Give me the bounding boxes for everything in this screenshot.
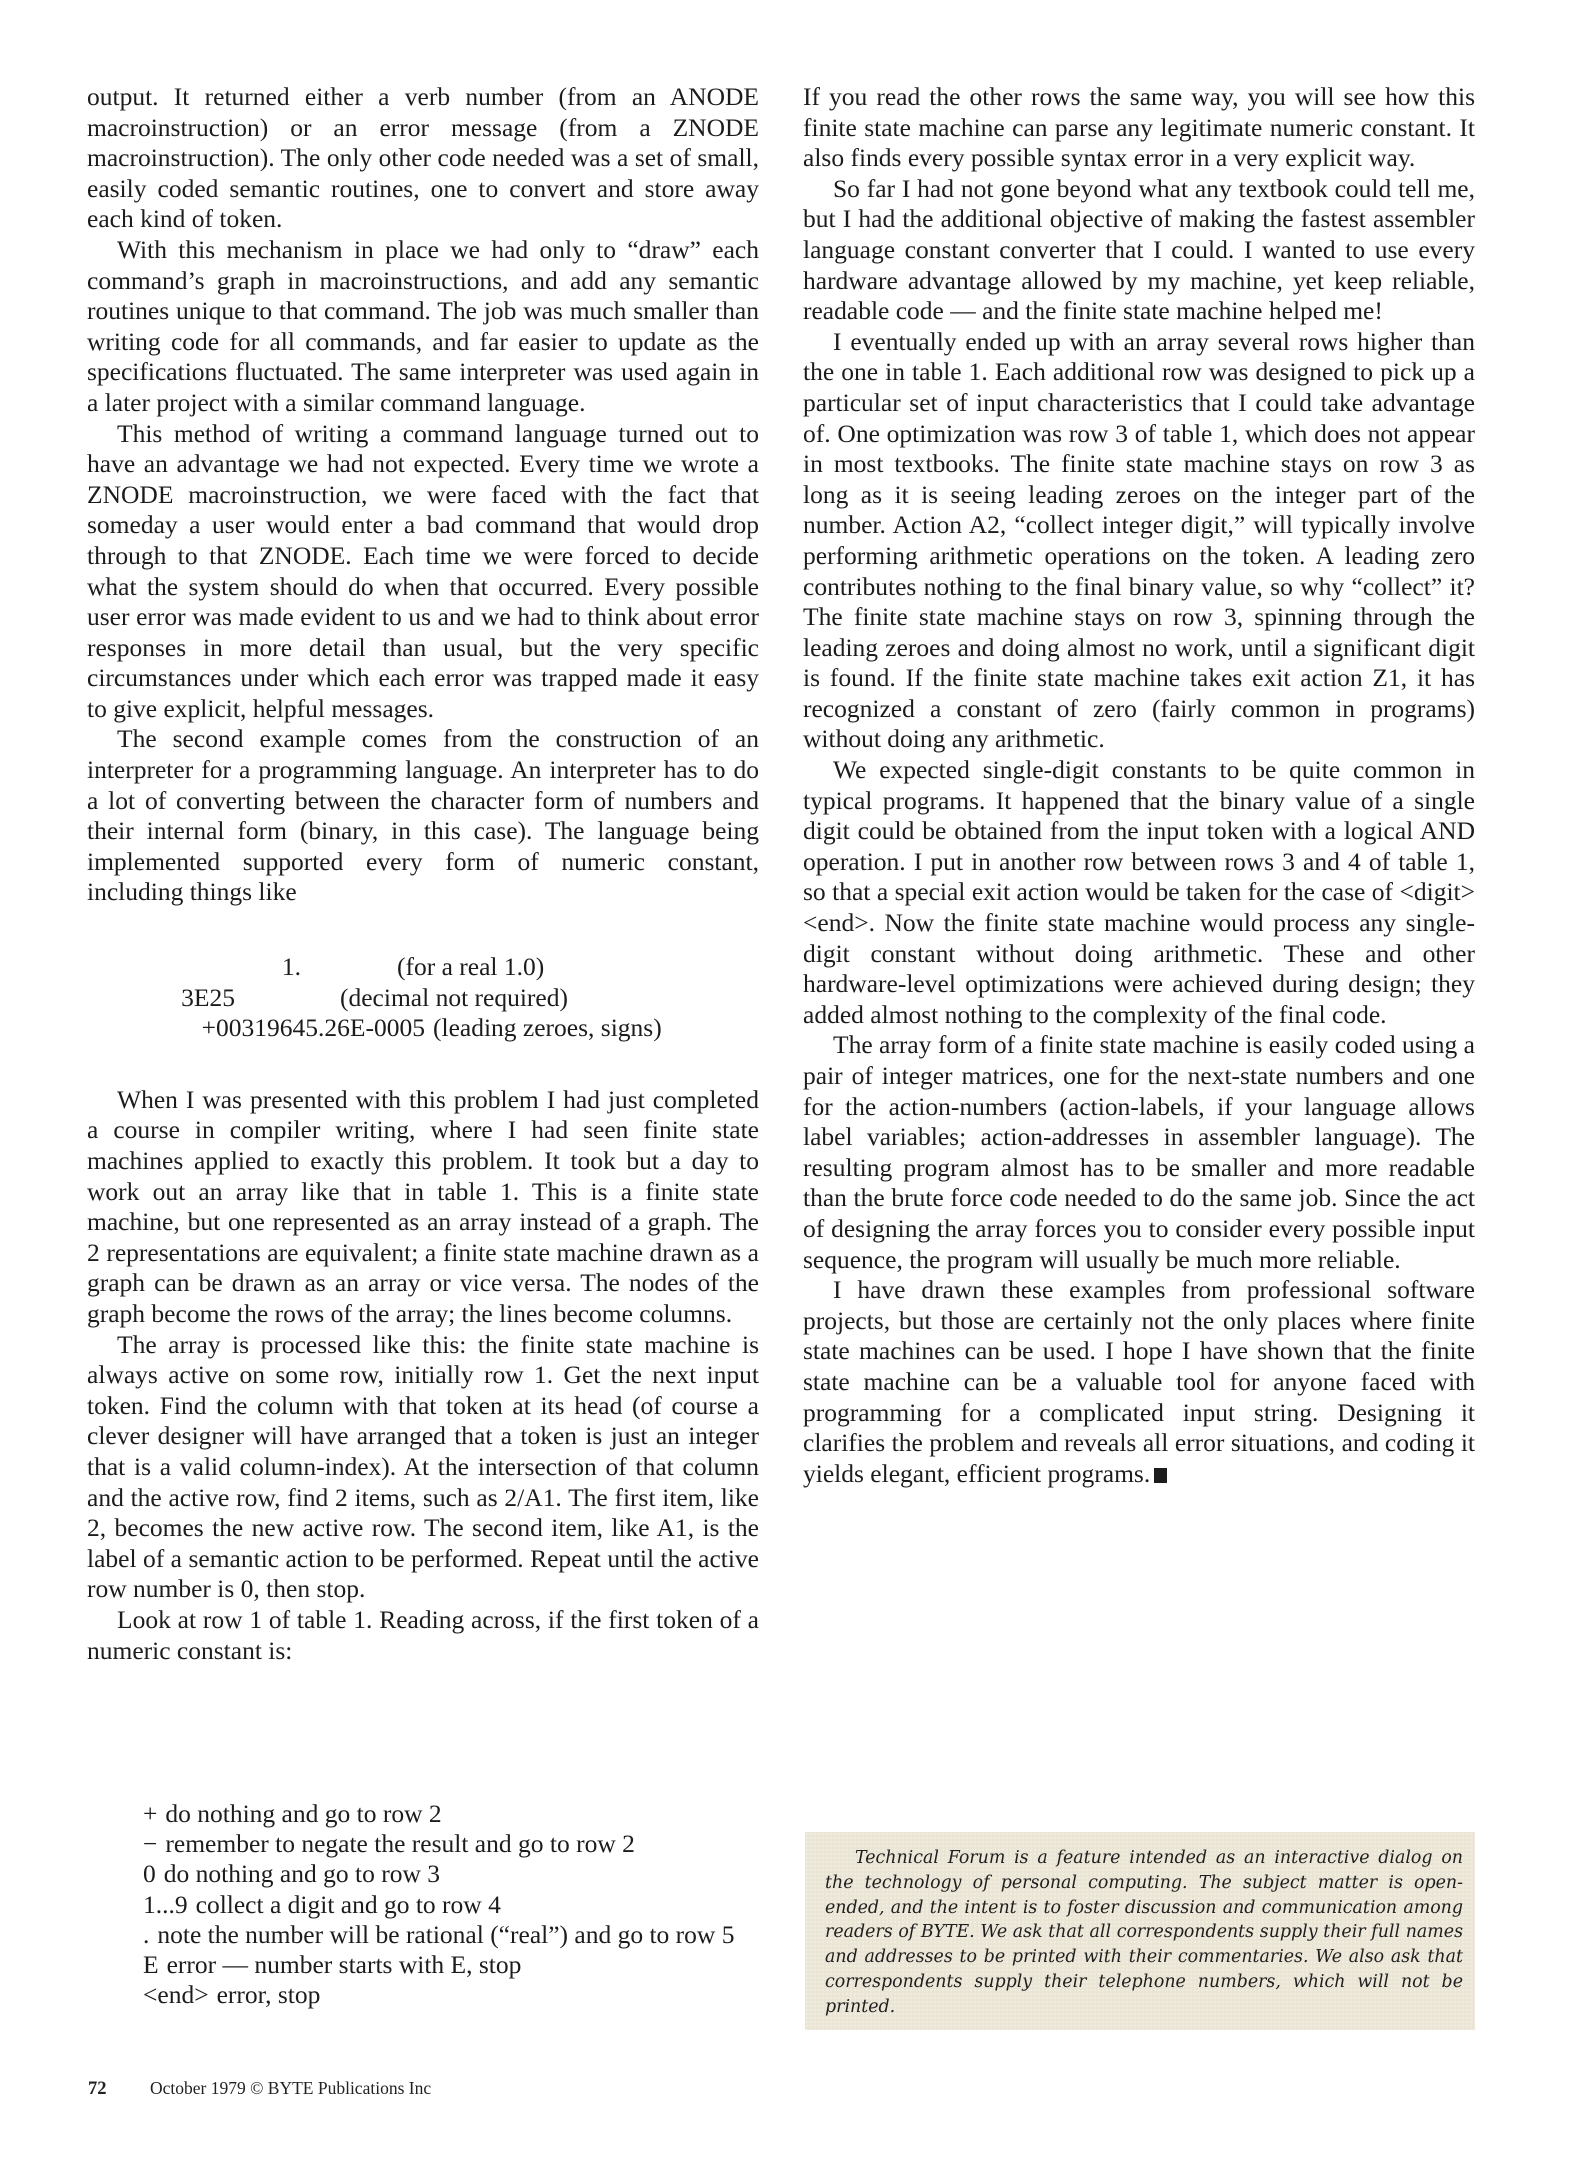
- example-row: [87, 1013, 759, 1044]
- example-value: +00319645.26E-0005: [201, 1013, 425, 1043]
- technical-forum-note-box: [805, 1832, 1475, 2030]
- token-symbol: 1...9: [143, 1889, 188, 1919]
- example-row: [87, 983, 759, 1014]
- left-column: [87, 82, 759, 1666]
- paragraph: We expected single-digit constants to be quite common in typical programs. It happened that the binary value of a single digit could be obtained from the input token with a logical AND operation. I put in another row between rows 3 and 4 of table 1, so that a special exit action would be taken for the case of <digit> <end>. Now the finite state machine would process any single-digit constant without doing arithmetic. These and other hardware-level optimizations were achieved during design; they added almost nothing to the complexity of the final code.: [803, 755, 1475, 1029]
- page-number: 72: [88, 2079, 107, 2099]
- token-action: collect a digit and go to row 4: [195, 1889, 501, 1919]
- end-mark-icon: [1154, 1468, 1167, 1483]
- page-footer: [88, 2078, 431, 2100]
- numeric-constant-examples: [87, 952, 759, 1044]
- paragraph: Look at row 1 of table 1. Reading across, if the first token of a numeric constant is:: [87, 1604, 759, 1665]
- token-action: error, stop: [216, 1980, 321, 2010]
- technical-forum-note: Technical Forum is a feature intended as an interactive dialog on the technology of personal computing. The subject matter is open-ended, and the intent is to foster discussion and communication among readers of BYTE. We ask that all correspondents supply their full names and addresses to be printed with their commentaries. We also ask that correspondents supply their telephone numbers, which will not be printed.: [825, 1848, 1463, 2017]
- paragraph: This method of writing a command language turned out to have an advantage we had not expected. Every time we wrote a ZNODE macroinstruction, we were faced with the fact that someday a user would enter a bad command that would drop through to that ZNODE. Each time we were forced to decide what the system should do when that occurred. Every possible user error was made evident to us and we had to think about error responses in more detail than usual, but the very specific circumstances under which each error was trapped made it easy to give explicit, helpful messages.: [87, 418, 759, 723]
- token-symbol: +: [143, 1799, 158, 1828]
- final-paragraph: [803, 1275, 1475, 1489]
- list-item: [143, 1799, 783, 1829]
- example-note: (decimal not required): [340, 982, 568, 1012]
- paragraph-text: I have drawn these examples from professional software projects, but those are certainly not the only places where finite state machines can be used. I hope I have shown that the finite state machine can be a valuable tool for anyone faced with programming for a complicated input string. Designing it clarifies the problem and reveals all error situations, and coding it yields elegant, efficient programs.: [803, 1275, 1475, 1488]
- list-item: [143, 1950, 783, 1980]
- token-action: error — number starts with E, stop: [166, 1950, 522, 1980]
- token-symbol: .: [143, 1919, 150, 1949]
- token-symbol: <end>: [143, 1980, 209, 2010]
- token-symbol: −: [143, 1829, 158, 1859]
- first-token-action-list: [143, 1799, 783, 2010]
- example-value: 3E25: [181, 982, 235, 1012]
- paragraph: The array is processed like this: the finite state machine is always active on some row, initially row 1. Get the next input token. Find the column with that token at its head (of course a clever designer will have arranged that a token is just an integer that is a valid column-index). At the intersection of that column and the active row, find 2 items, such as 2/A1. The first item, like 2, becomes the new active row. The second item, like A1, is the label of a semantic action to be performed. Repeat until the active row number is 0, then stop.: [87, 1329, 759, 1604]
- example-row: [87, 952, 759, 983]
- paragraph: The array form of a finite state machine is easily coded using a pair of integer matrices, one for the next-state numbers and one for the action-numbers (action-labels, if your language allows label variables; action-addresses in assembler language). The resulting program almost has to be smaller and more readable than the brute force code needed to do the same job. Since the act of designing the array forces you to consider every possible input sequence, the program will usually be much more reliable.: [803, 1030, 1475, 1274]
- token-action: remember to negate the result and go to row 2: [165, 1829, 635, 1859]
- paragraph: So far I had not gone beyond what any textbook could tell me, but I had the additional objective of making the fastest assembler language constant converter that I could. I wanted to use every hardware advantage allowed by my machine, yet keep reliable, readable code — and the finite state machine helped me!: [803, 173, 1475, 326]
- paragraph: The second example comes from the construction of an interpreter for a programming language. An interpreter has to do a lot of converting between the character form of numbers and their internal form (binary, in this case). The language being implemented supported every form of numeric constant, including things like: [87, 724, 759, 907]
- list-item: [143, 1890, 783, 1920]
- token-action: do nothing and go to row 2: [165, 1799, 442, 1828]
- list-item: [143, 1829, 783, 1859]
- list-item: [143, 1920, 783, 1950]
- right-column: [803, 82, 1475, 1489]
- paragraph: When I was presented with this problem I had just completed a course in compiler writing, where I had seen finite state machines applied to exactly this problem. It took but a day to work out an array like that in table 1. This is a finite state machine, but one represented as an array instead of a graph. The 2 representations are equivalent; a finite state machine drawn as a graph can be drawn as an array or vice versa. The nodes of the graph become the rows of the array; the lines become columns.: [87, 1084, 759, 1328]
- example-note: (for a real 1.0): [397, 952, 545, 982]
- paragraph: If you read the other rows the same way, you will see how this finite state machine can parse any legitimate numeric constant. It also finds every possible syntax error in a very explicit way.: [803, 82, 1475, 173]
- publication-credit: October 1979 © BYTE Publications Inc: [150, 2078, 432, 2098]
- example-note: (leading zeroes, signs): [433, 1013, 662, 1043]
- paragraph: output. It returned either a verb number (from an ANODE macroinstruction) or an error message (from a ZNODE macroinstruction). The only other code needed was a set of small, easily coded semantic routines, one to convert and store away each kind of token.: [87, 82, 759, 234]
- token-action: note the number will be rational (“real”) and go to row 5: [157, 1919, 735, 1949]
- token-symbol: E: [143, 1950, 159, 1980]
- list-item: [143, 1980, 783, 2010]
- token-symbol: 0: [143, 1859, 156, 1889]
- example-value: 1.: [281, 952, 301, 982]
- token-action: do nothing and go to row 3: [163, 1859, 440, 1889]
- list-item: [143, 1859, 783, 1889]
- paragraph: With this mechanism in place we had only to “draw” each command’s graph in macroinstructions, and add any semantic routines unique to that command. The job was much smaller than writing code for all commands, and far easier to update as the specifications fluctuated. The same interpreter was used again in a later project with a similar command language.: [87, 234, 759, 417]
- paragraph: I eventually ended up with an array several rows higher than the one in table 1. Each additional row was designed to pick up a particular set of input characteristics that I could take advantage of. One optimization was row 3 of table 1, which does not appear in most textbooks. The finite state machine stays on row 3 as long as it is seeing leading zeroes on the integer part of the number. Action A2, “collect integer digit,” will typically involve performing arithmetic operations on the token. A leading zero contributes nothing to the final binary value, so why “collect” it? The finite state machine stays on row 3, spinning through the leading zeroes and doing almost no work, until a significant digit is found. If the finite state machine takes exit action Z1, it has recognized a constant of zero (fairly common in programs) without doing any arithmetic.: [803, 326, 1475, 754]
